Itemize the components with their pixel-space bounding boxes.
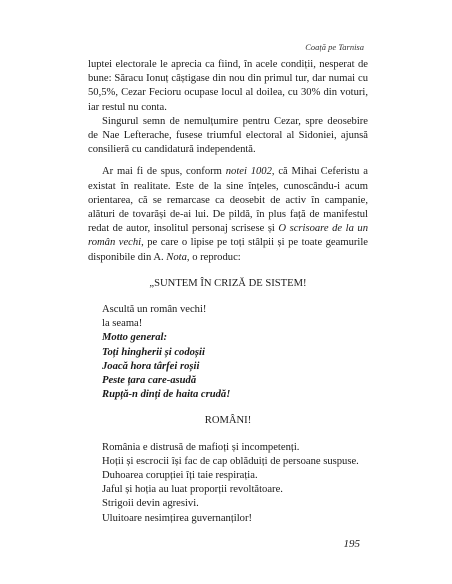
romani-heading: ROMÂNI! <box>204 415 252 427</box>
verse-line: Strigoii devin agresivi. <box>102 498 199 510</box>
manifesto-heading: „SUNTEM ÎN CRIZĂ DE SISTEM! <box>149 277 307 289</box>
page-number: 195 <box>343 538 360 550</box>
verse-block-2 <box>88 441 368 526</box>
note-reference: notei 1002 <box>225 166 272 178</box>
paragraph-3-text: , o reproduc: <box>186 251 241 263</box>
running-header: Coață pe Tarnisa <box>305 42 364 52</box>
verse-line: Joacă hora târfei roșii <box>102 360 200 372</box>
verse-line: Duhoarea corupției îți taie respirația. <box>102 470 258 482</box>
verse-line: Ascultă un român vechi! <box>102 304 207 316</box>
verse-line: România e distrusă de mafioți și incompetenți. <box>102 441 300 453</box>
verse-line: Rupță-n dinți de haita crudă! <box>102 389 231 401</box>
verse-line: Peste țara care-asudă <box>102 375 197 387</box>
paragraph-3 <box>88 165 368 264</box>
verse-line: Uluitoare nesimțirea guvernanților! <box>102 512 253 524</box>
paragraph-3-text: , că Mihai Ceferistu a existat în realitate. Este de la sine înțeles, cunoscându-i acum orientarea, că se remarcase ca deosebit de activ în campanie, alături de tovarăși de-ai lui. De pildă, în plus față de manifestul redat de autor, insolitul personaj scrisese și <box>88 166 368 235</box>
verse-line: Hoții și escrocii își fac de cap oblăduiți de persoane suspuse. <box>102 455 359 467</box>
paragraph-1: luptei electorale le aprecia ca fiind, în acele condiții, nesperat de bune: Săracu Ionuț câștigase din nou din primul tur, dar numai cu 50,5%, Cezar Fecioru ocupase locul al doilea, cu 30% din voturi, iar restul nu conta. <box>88 59 368 113</box>
page-body <box>88 58 368 526</box>
verse-line: la seama! <box>102 318 143 330</box>
motto-label: Motto general: <box>102 332 168 344</box>
verse-line: Toți hingherii și codoșii <box>102 346 205 358</box>
letter-title: O scrisoare de la un român vechi <box>88 223 368 249</box>
verse-block-1 <box>88 303 368 402</box>
paragraph-3-text: , pe care o lipise pe toți stâlpii și pe toate geamurile disponibile din A. <box>88 237 368 263</box>
paragraph-3-text: Ar mai fi de spus, conform <box>102 166 226 178</box>
paragraph-2: Singurul semn de nemulțumire pentru Cezar, spre deosebire de Nae Lefterache, fusese triumful electoral al Sidoniei, ajunsă consilieră cu candidatură independentă. <box>88 115 368 156</box>
verse-line: Jaful și hoția au luat proporții revoltătoare. <box>102 484 283 496</box>
nota-reference: Nota <box>166 251 187 263</box>
